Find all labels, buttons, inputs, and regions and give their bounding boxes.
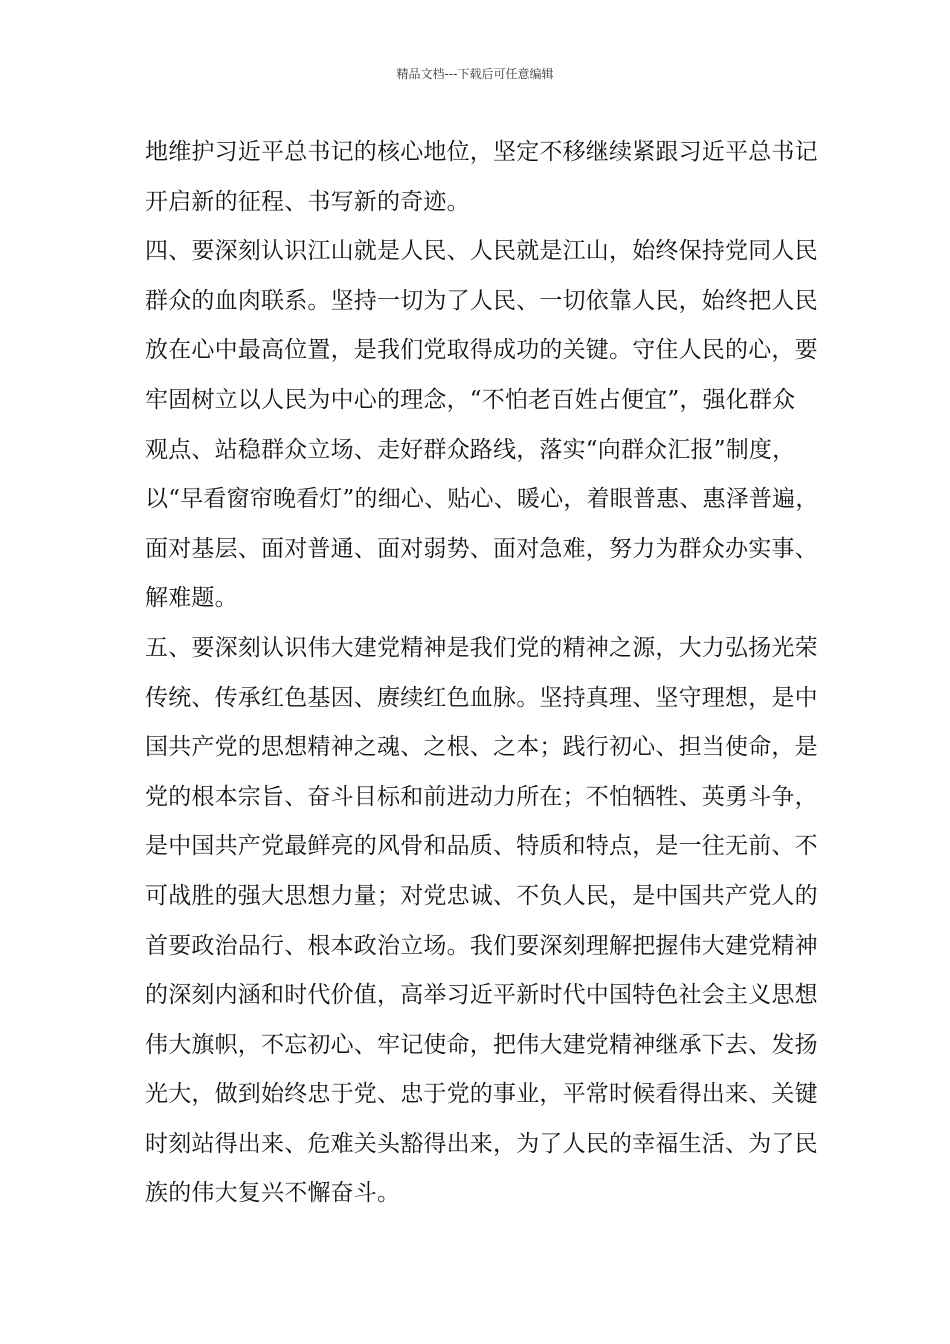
- text-line: 可战胜的强大思想力量；对党忠诚、不负人民，是中国共产党人的: [145, 882, 818, 909]
- text-line: 光大，做到始终忠于党、忠于党的事业，平常时候看得出来、关键: [145, 1081, 818, 1108]
- text-line: 群众的血肉联系。坚持一切为了人民、一切依靠人民，始终把人民: [145, 287, 818, 314]
- text-line: 面对基层、面对普通、面对弱势、面对急难，努力为群众办实事、: [145, 535, 818, 562]
- text-line: 族的伟大复兴不懈奋斗。: [145, 1180, 401, 1207]
- text-line: 首要政治品行、根本政治立场。我们要深刻理解把握伟大建党精神: [145, 932, 818, 959]
- text-line: 的深刻内涵和时代价值，高举习近平新时代中国特色社会主义思想: [145, 982, 818, 1009]
- text-line: 四、要深刻认识江山就是人民、人民就是江山，始终保持党同人民: [145, 238, 818, 265]
- text-line: 观点、站稳群众立场、走好群众路线，落实“向群众汇报”制度，: [145, 436, 796, 463]
- text-line: 伟大旗帜，不忘初心、牢记使命，把伟大建党精神继承下去、发扬: [145, 1031, 818, 1058]
- text-line: 牢固树立以人民为中心的理念，“不怕老百姓占便宜”，强化群众: [145, 386, 796, 413]
- text-line: 地维护习近平总书记的核心地位，坚定不移继续紧跟习近平总书记: [145, 139, 818, 165]
- text-line: 放在心中最高位置，是我们党取得成功的关键。守住人民的心，要: [145, 337, 818, 364]
- page-header: 精品文档---下载后可任意编辑: [396, 67, 554, 81]
- text-line: 国共产党的思想精神之魂、之根、之本；践行初心、担当使命，是: [145, 734, 818, 761]
- text-line: 传统、传承红色基因、赓续红色血脉。坚持真理、坚守理想，是中: [145, 684, 818, 711]
- text-line: 以“早看窗帘晚看灯”的细心、贴心、暖心，着眼普惠、惠泽普遍，: [145, 486, 819, 513]
- text-line: 时刻站得出来、危难关头豁得出来，为了人民的幸福生活、为了民: [145, 1130, 818, 1157]
- text-line: 解难题。: [145, 585, 238, 612]
- text-line: 党的根本宗旨、奋斗目标和前进动力所在；不怕牺牲、英勇斗争，: [145, 783, 818, 810]
- text-line: 五、要深刻认识伟大建党精神是我们党的精神之源，大力弘扬光荣: [145, 634, 818, 661]
- body-text: [145, 128, 835, 1219]
- text-line: 开启新的征程、书写新的奇迹。: [145, 188, 470, 215]
- text-line: 是中国共产党最鲜亮的风骨和品质、特质和特点，是一往无前、不: [145, 833, 818, 860]
